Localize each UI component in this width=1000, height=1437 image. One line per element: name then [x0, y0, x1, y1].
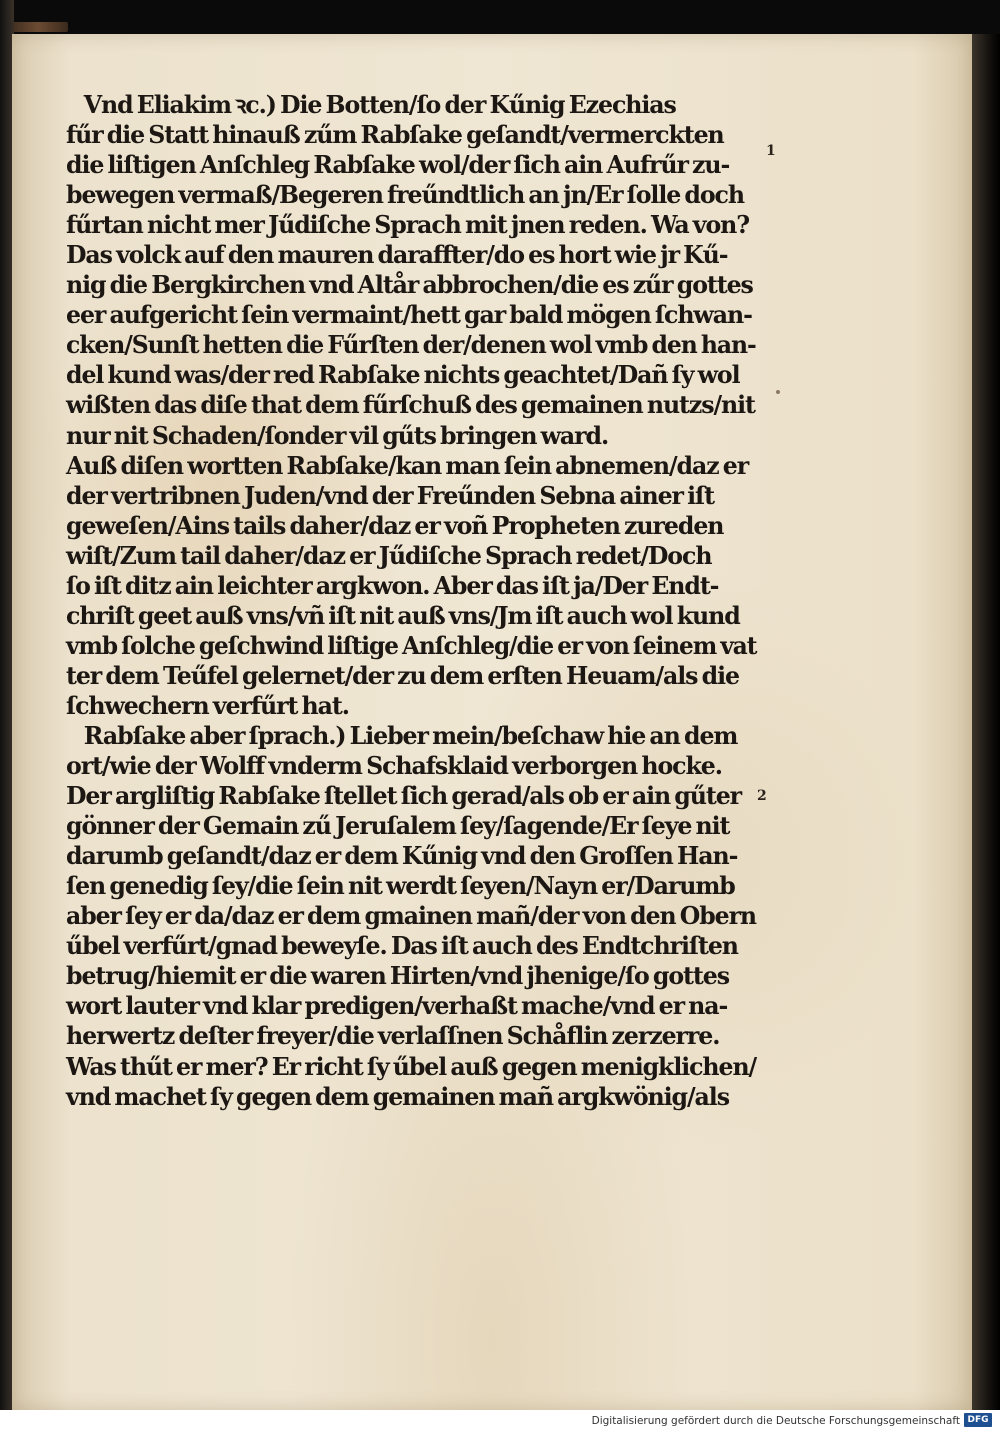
- text-line: wiſt/Zum tail daher/daz er Jűdiſche Sprach redet/Doch: [66, 540, 712, 570]
- text-line: der vertribnen Juden/vnd der Freűnden Sebna ainer iſt: [66, 480, 714, 510]
- text-line: ſchwechern verfűrt hat.: [66, 690, 349, 720]
- text-line: vmb ſolche geſchwind liſtige Anſchleg/die er von ſeinem vat: [66, 630, 757, 660]
- text-line: wort lauter vnd klar predigen/verhaßt mache/vnd er na-: [66, 991, 728, 1021]
- text-line: ſen genedig ſey/die ſein nit werdt ſeyen/Nayn er/Darumb: [66, 871, 735, 901]
- text-line: betrug/hiemit er die waren Hirten/vnd jhenige/ſo gottes: [66, 961, 729, 991]
- text-line: ort/wie der Wolff vnderm Schafsklaid verborgen hocke.: [66, 751, 722, 781]
- text-line: vnd machet ſy gegen dem gemainen mañ argkwönig/als: [66, 1081, 729, 1111]
- page-text-block: [66, 90, 766, 1112]
- text-line: herwertz deſter freyer/die verlaſſnen Schåflin zerzerre.: [66, 1021, 720, 1051]
- text-line: chriſt geet auß vns/vñ iſt nit auß vns/Jm iſt auch wol kund: [66, 600, 740, 630]
- text-line: Auß diſen wortten Rabſake/kan man ſein abnemen/daz er: [66, 450, 749, 480]
- text-line: fűrtan nicht mer Jűdiſche Sprach mit jnen reden. Wa von?: [66, 210, 750, 240]
- text-line: fűr die Statt hinauß zűm Rabſake geſandt/vermerckten: [66, 120, 724, 150]
- text-line: Der argliſtig Rabſake ſtellet ſich gerad/als ob er ain gűter: [66, 781, 742, 811]
- text-line: aber ſey er da/daz er dem gmainen mañ/der von den Obern: [66, 901, 756, 931]
- binding-mark: [8, 22, 68, 32]
- text-line: Vnd Eliakim ꝛc.) Die Botten/ſo der Kűnig Ezechias: [83, 90, 676, 119]
- text-line: Rabſake aber ſprach.) Lieber mein/beſchaw hie an dem: [83, 720, 738, 750]
- text-line: die liſtigen Anſchleg Rabſake wol/der ſich ain Aufrűr zu-: [66, 150, 730, 180]
- text-line: nur nit Schaden/ſonder vil gűts bringen ward.: [66, 420, 609, 450]
- footer-credit: Digitalisierung gefördert durch die Deutsche Forschungsgemeinschaft: [591, 1415, 960, 1427]
- text-line: cken/Sunſt hetten die Fűrſten der/denen wol vmb den han-: [66, 330, 756, 360]
- text-line: Das volck auf den mauren daraffter/do es hort wie jr Kű-: [66, 240, 728, 270]
- text-line: ter dem Teűfel gelernet/der zu dem erſten Heuam/als die: [66, 660, 739, 690]
- text-line: ſo iſt ditz ain leichter argkwon. Aber das iſt ja/Der Endt-: [66, 570, 719, 600]
- text-line: darumb geſandt/daz er dem Kűnig vnd den Groſſen Han-: [66, 841, 738, 871]
- text-line: bewegen vermaß/Begeren freűndtlich an jn/Er ſolle doch: [66, 180, 744, 210]
- text-line: Was thűt er mer? Er richt ſy űbel auß gegen menigklichen/: [66, 1051, 757, 1081]
- text-line: nig die Bergkirchen vnd Altår abbrochen/die es zűr gottes: [66, 270, 753, 300]
- dfg-logo: DFG: [964, 1413, 992, 1427]
- page-edge-shadow: [972, 34, 1000, 1410]
- marginal-note-2: 2: [757, 788, 767, 804]
- scan-border-top: [0, 0, 1000, 34]
- text-line: del kund was/der red Rabſake nichts geachtet/Dañ ſy wol: [66, 360, 740, 390]
- marginal-note-1: 1: [766, 143, 776, 159]
- text-line: gönner der Gemain zű Jeruſalem ſey/ſagende/Er ſeye nit: [66, 811, 730, 841]
- text-line: geweſen/Ains tails daher/daz er voñ Propheten zureden: [66, 510, 724, 540]
- text-line: wißten das diſe that dem fűrſchuß des gemainen nutzs/nit: [66, 390, 755, 420]
- paper-speck: [776, 390, 780, 394]
- text-line: űbel verfűrt/gnad beweyſe. Das iſt auch des Endtchriſten: [66, 931, 738, 961]
- text-line: eer aufgericht ſein vermaint/hett gar bald mögen ſchwan-: [66, 300, 752, 330]
